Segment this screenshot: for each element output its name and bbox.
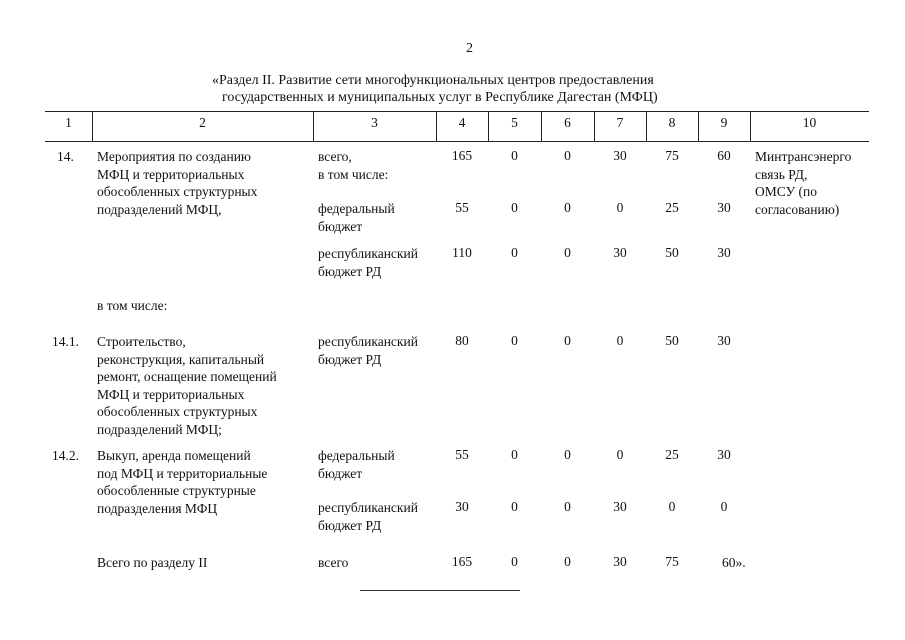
header-col-2: 2 [199,115,206,130]
value-cell: 0 [720,499,728,514]
value-cell: 165 [451,554,473,569]
value-cell: 55 [455,447,469,462]
funding-source-federal: федеральный бюджет [318,201,395,234]
header-col-1: 1 [65,115,72,130]
header-col-3: 3 [371,115,378,130]
value-cell: 0 [564,333,571,348]
value-cell: 60». [722,555,746,570]
header-col-4: 4 [458,115,466,130]
value-cell: 30 [717,333,731,348]
value-cell: 0 [564,200,571,215]
row-number: 14. [57,149,74,164]
value-cell: 0 [564,447,571,462]
row-number: 14.1. [52,334,79,349]
value-cell: 30 [455,499,469,514]
header-bottom-border [45,141,869,142]
value-cell: 50 [665,245,679,260]
value-cell: 0 [668,499,676,514]
value-cell: 30 [613,148,627,163]
executor: Минтрансэнерго связь РД, ОМСУ (по согласованию) [755,149,852,217]
header-col-5: 5 [511,115,518,130]
header-col-9: 9 [720,115,728,130]
value-cell: 30 [717,447,731,462]
funding-source-republic: республиканский бюджет РД [318,246,418,279]
value-cell: 0 [511,333,518,348]
value-cell: 60 [717,148,731,163]
funding-source-republic: республиканский бюджет РД [318,334,418,367]
funding-source-republic: республиканский бюджет РД [318,500,418,533]
section-title-line-2: государственных и муниципальных услуг в Республике Дагестан (МФЦ) [222,90,658,105]
value-cell: 55 [455,200,469,215]
value-cell: 30 [717,200,731,215]
value-cell: 0 [511,447,518,462]
activity-name: Мероприятия по созданию МФЦ и территориальных обособленных структурных подразделений МФЦ, [97,149,258,217]
funding-source-total: всего [318,555,349,570]
value-cell: 0 [564,554,571,569]
value-cell: 0 [564,148,571,163]
header-col-8: 8 [668,115,676,130]
header-col-10: 10 [802,115,817,130]
value-cell: 80 [455,333,469,348]
closing-separator-line [360,590,520,591]
value-cell: 0 [564,245,571,260]
total-label: Всего по разделу II [97,555,208,570]
value-cell: 0 [616,333,624,348]
value-cell: 75 [665,554,679,569]
value-cell: 30 [613,554,627,569]
value-cell: 110 [452,245,472,260]
value-cell: 0 [511,245,518,260]
value-cell: 25 [665,200,679,215]
value-cell: 30 [717,245,731,260]
subitems-label: в том числе: [97,298,168,313]
value-cell: 0 [616,447,624,462]
activity-name: Строительство, реконструкция, капитальный ремонт, оснащение помещений МФЦ и территориальных обособленных структурных подразделений МФЦ; [97,334,277,437]
row-number: 14.2. [52,448,79,463]
value-cell: 30 [613,499,627,514]
header-col-7: 7 [616,115,624,130]
value-cell: 50 [665,333,679,348]
value-cell: 0 [511,148,518,163]
table-top-border [45,111,869,112]
value-cell: 25 [665,447,679,462]
value-cell: 0 [511,499,518,514]
funding-source-federal: федеральный бюджет [318,448,395,481]
section-title-line-1: «Раздел II. Развитие сети многофункциональных центров предоставления [212,73,654,88]
value-cell: 165 [451,148,473,163]
header-col-6: 6 [564,115,571,130]
value-cell: 30 [613,245,627,260]
value-cell: 0 [616,200,624,215]
funding-source-total: всего, в том числе: [318,149,389,182]
value-cell: 0 [564,499,571,514]
value-cell: 75 [665,148,679,163]
value-cell: 0 [511,200,518,215]
page-number: 2 [466,41,473,56]
value-cell: 0 [511,554,518,569]
activity-name: Выкуп, аренда помещений под МФЦ и территориальные обособленные структурные подразделения МФЦ [97,448,268,516]
